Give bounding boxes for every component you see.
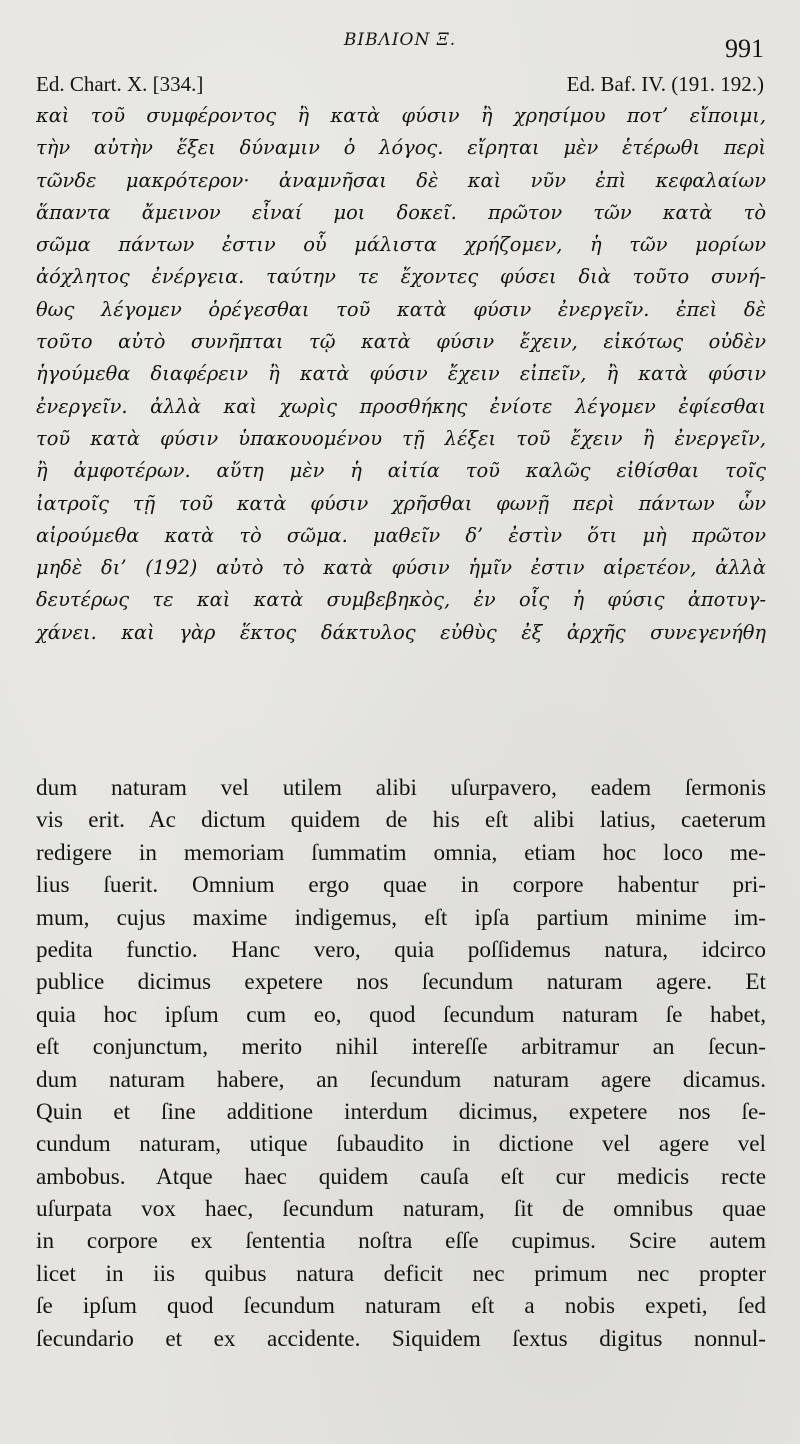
latin-text-line: mum, cujus maxime indigemus, eſt ipſa partium minime im- (36, 904, 766, 931)
greek-text-line: ἢ ἀμφοτέρων. αὕτη μὲν ἡ αἰτία τοῦ καλῶς εἰθίσθαι τοῖς (36, 459, 766, 483)
greek-text-line: μηδὲ δι’ (192) αὐτὸ τὸ κατὰ φύσιν ἡμῖν ἐστιν αἱρετέον, ἀλλὰ (36, 556, 766, 580)
greek-text-line: ἰατροῖς τῇ τοῦ κατὰ φύσιν χρῆσθαι φωνῇ περὶ πάντων ὧν (36, 491, 766, 515)
latin-text-line: Quin et ſine additione interdum dicimus, expetere nos ſe- (36, 1098, 766, 1125)
latin-text-line: pedita functio. Hanc vero, quia poſſidemus natura, idcirco (36, 936, 766, 963)
greek-text-line: τοῦ κατὰ φύσιν ὑπακουομένου τῇ λέξει τοῦ ἔχειν ἢ ἐνεργεῖν, (36, 426, 766, 450)
latin-text-line: cundum naturam, utique ſubaudito in dictione vel agere vel (36, 1131, 766, 1158)
greek-text-column (36, 100, 766, 649)
latin-text-line: publice dicimus expetere nos ſecundum naturam agere. Et (36, 969, 766, 996)
latin-text-line: ambobus. Atque haec quidem cauſa eſt cur medicis recte (36, 1163, 766, 1190)
greek-text-line: ἡγούμεθα διαφέρειν ἢ κατὰ φύσιν ἔχειν εἰπεῖν, ἢ κατὰ φύσιν (36, 362, 766, 386)
latin-text-line: in corpore ex ſententia noſtra eſſe cupimus. Scire autem (36, 1228, 766, 1255)
greek-text-line: τῶνδε μακρότερον· ἀναμνῆσαι δὲ καὶ νῦν ἐπὶ κεφαλαίων (36, 168, 766, 192)
page-number: 991 (725, 34, 764, 63)
latin-text-line: quia hoc ipſum cum eo, quod ſecundum naturam ſe habet, (36, 1001, 766, 1028)
latin-text-line: ſe ipſum quod ſecundum naturam eſt a nobis expeti, ſed (36, 1293, 766, 1320)
latin-text-line: ſecundario et ex accidente. Siquidem ſextus digitus nonnul- (36, 1325, 766, 1352)
greek-text-line: χάνει. καὶ γὰρ ἕκτος δάκτυλος εὐθὺς ἐξ ἀρχῆς συνεγενήθη (36, 620, 766, 644)
greek-text-line: καὶ τοῦ συμφέροντος ἢ κατὰ φύσιν ἢ χρησίμου ποτ’ εἴποιμι, (36, 104, 766, 127)
edition-reference-right: Ed. Baf. IV. (191. 192.) (566, 72, 764, 96)
latin-text-line: redigere in memoriam ſummatim omnia, etiam hoc loco me- (36, 839, 766, 866)
latin-text-line: vis erit. Ac dictum quidem de his eſt alibi latius, caeterum (36, 807, 766, 834)
greek-text-line: θως λέγομεν ὀρέγεσθαι τοῦ κατὰ φύσιν ἐνεργεῖν. ἐπεὶ δὲ (36, 297, 766, 321)
latin-text-line: dum naturam habere, an ſecundum naturam agere dicamus. (36, 1066, 766, 1093)
running-title: BIBΛIΟΝ Ξ. (343, 30, 457, 50)
latin-text-line: dum naturam vel utilem alibi uſurpavero, eadem ſermonis (36, 775, 766, 801)
greek-text-line: αἱρούμεθα κατὰ τὸ σῶμα. μαθεῖν δ’ ἐστὶν ὅτι μὴ πρῶτον (36, 523, 766, 547)
latin-text-line: licet in iis quibus natura deficit nec primum nec propter (36, 1260, 766, 1287)
greek-text-line: ἐνεργεῖν. ἀλλὰ καὶ χωρὶς προσθήκης ἐνίοτε λέγομεν ἐφίεσθαι (36, 394, 766, 418)
latin-text-line: lius ſuerit. Omnium ergo quae in corpore habentur pri- (36, 872, 766, 899)
greek-text-line: δευτέρως τε καὶ κατὰ συμβεβηκὸς, ἐν οἷς ἡ φύσις ἀποτυγ- (36, 588, 766, 612)
greek-text-line: τὴν αὐτὴν ἕξει δύναμιν ὁ λόγος. εἴρηται μὲν ἑτέρωθι περὶ (36, 136, 766, 160)
latin-text-line: uſurpata vox haec, ſecundum naturam, ſit de omnibus quae (36, 1196, 766, 1223)
latin-text-line: eſt conjunctum, merito nihil intereſſe arbitramur an ſecun- (36, 1034, 766, 1061)
greek-text-line: ἀόχλητος ἐνέργεια. ταύτην τε ἔχοντες φύσει διὰ τοῦτο συνή- (36, 265, 766, 289)
latin-text-column (36, 772, 766, 1355)
greek-text-line: τοῦτο αὐτὸ συνῆπται τῷ κατὰ φύσιν ἔχειν, εἰκότως οὐδὲν (36, 330, 766, 354)
greek-text-line: ἅπαντα ἄμεινον εἶναί μοι δοκεῖ. πρῶτον τῶν κατὰ τὸ (36, 200, 766, 224)
greek-text-line: σῶμα πάντων ἐστιν οὗ μάλιστα χρήζομεν, ἡ τῶν μορίων (36, 233, 766, 257)
edition-reference-left: Ed. Chart. X. [334.] (36, 72, 204, 96)
